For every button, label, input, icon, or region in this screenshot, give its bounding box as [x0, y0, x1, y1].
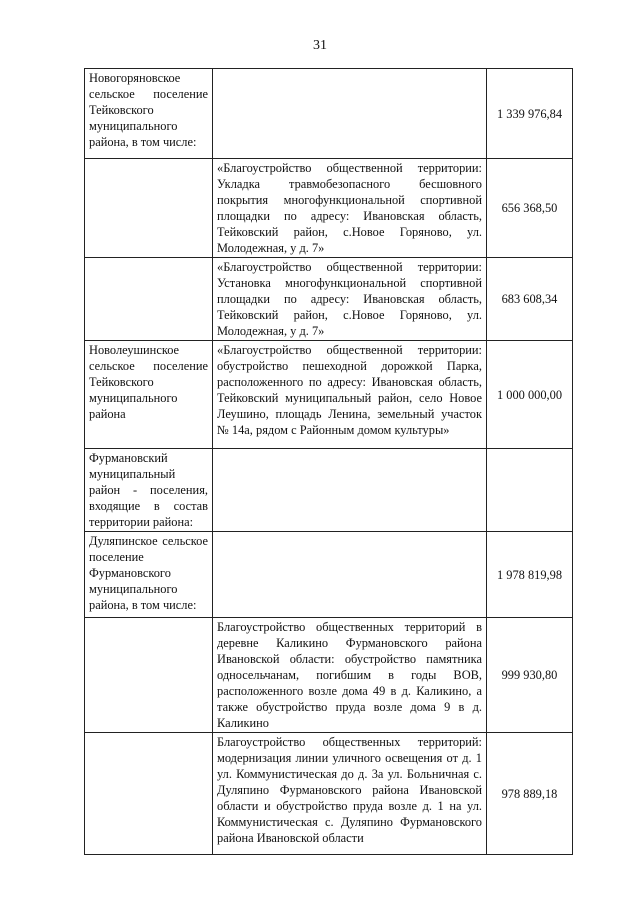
amount-cell: 1 000 000,00 [487, 341, 573, 449]
table-row [85, 258, 573, 341]
table-row [85, 532, 573, 618]
municipality-cell [85, 618, 213, 733]
amount-cell: 1 339 976,84 [487, 69, 573, 159]
municipality-cell: Дуляпинское сельское поселение Фурмановского муниципального района, в том числе: [85, 532, 213, 618]
project-cell [213, 69, 487, 159]
project-cell [213, 532, 487, 618]
table-row [85, 449, 573, 532]
page-number: 31 [313, 38, 327, 53]
project-cell: «Благоустройство общественной территории: Установка многофункциональной спортивной площадки по адресу: Ивановская область, Тейковский район, с.Новое Горяново, ул. Молодежная, у д. 7» [213, 258, 487, 341]
funding-table [84, 68, 573, 855]
table-row [85, 618, 573, 733]
amount-cell: 999 930,80 [487, 618, 573, 733]
municipality-cell: Новогоряновское сельское поселение Тейковского муниципального района, в том числе: [85, 69, 213, 159]
amount-cell: 656 368,50 [487, 159, 573, 258]
amount-cell [487, 449, 573, 532]
table-row [85, 341, 573, 449]
municipality-cell [85, 159, 213, 258]
project-cell: «Благоустройство общественной территории: Укладка травмобезопасного бесшовного покрытия многофункциональной спортивной площадки по адресу: Ивановская область, Тейковский район, с.Новое Горяново, ул. Молодежная, у д. 7» [213, 159, 487, 258]
table-row [85, 159, 573, 258]
municipality-cell [85, 733, 213, 855]
municipality-cell: Новолеушинское сельское поселение Тейковского муниципального района [85, 341, 213, 449]
project-cell: Благоустройство общественных территорий в деревне Каликино Фурмановского района Ивановской области: обустройство памятника односельчанам, погибшим в годы ВОВ, расположенного возле дома 49 в д. Каликино, а также обустройство пруда возле дома 9 в д. Каликино [213, 618, 487, 733]
project-cell [213, 449, 487, 532]
amount-cell: 683 608,34 [487, 258, 573, 341]
municipality-cell [85, 258, 213, 341]
municipality-cell: Фурмановский муниципальный район - поселения, входящие в состав территории района: [85, 449, 213, 532]
amount-cell: 1 978 819,98 [487, 532, 573, 618]
project-cell: «Благоустройство общественной территории: обустройство пешеходной дорожкой Парка, расположенного по адресу: Ивановская область, Тейковский муниципальный район, село Новое Леушино, площадь Ленина, земельный участок № 14а, рядом с Районным домом культуры» [213, 341, 487, 449]
project-cell: Благоустройство общественных территорий: модернизация линии уличного освещения от д. 1 ул. Коммунистическая до д. 3а ул. Больничная с. Дуляпино Фурмановского района Ивановской области и обустройство пруда возле д. 1 на ул. Коммунистическая с. Дуляпино Фурмановского района Ивановской области [213, 733, 487, 855]
table-row [85, 69, 573, 159]
amount-cell: 978 889,18 [487, 733, 573, 855]
table-row [85, 733, 573, 855]
